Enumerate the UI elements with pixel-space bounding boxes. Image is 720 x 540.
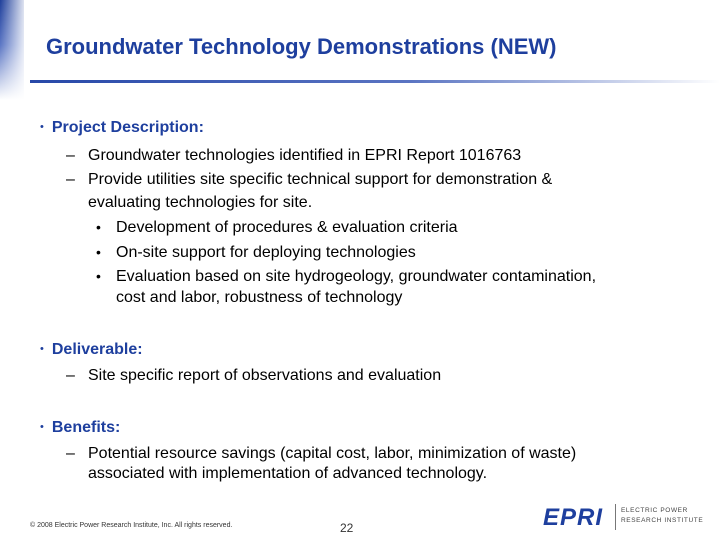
epri-logo [543,502,703,532]
list-item-text: Site specific report of observations and evaluation [88,367,442,384]
sub-list-item [96,242,416,263]
logo-tagline-line: RESEARCH INSTITUTE [621,517,704,524]
list-item-text: Provide utilities site specific technical support for demonstration & [88,171,553,188]
bullet-icon: • [40,421,44,433]
sub-list-item-text: Development of procedures & evaluation criteria [116,219,458,236]
sub-list-item-text: On-site support for deploying technologies [116,244,416,261]
section-heading: Benefits: [51,419,121,436]
footer-copyright: © 2008 Electric Power Research Institute, Inc. All rights reserved. [30,522,233,529]
list-item-text: Groundwater technologies identified in EPRI Report 1016763 [88,147,522,164]
logo-divider [615,504,616,530]
sub-list-item [96,266,596,287]
list-item [66,170,552,190]
dash-icon: – [66,171,75,188]
bullet-icon: • [40,121,44,133]
dash-icon: – [66,445,75,462]
bullet-icon: • [96,244,101,260]
section-heading: Deliverable: [51,341,143,358]
page-number: 22 [340,521,354,535]
dash-icon: – [66,147,75,164]
list-item-continuation: associated with implementation of advanced technology. [88,465,488,482]
section-deliverable [40,340,143,361]
sub-list-item-continuation: cost and labor, robustness of technology [116,289,403,306]
section-benefits [40,418,120,439]
list-item-text: Potential resource savings (capital cost, labor, minimization of waste) [88,445,577,462]
section-heading: Project Description: [51,119,204,136]
bullet-icon: • [96,268,101,284]
bullet-icon: • [96,219,101,235]
dash-icon: – [66,367,75,384]
list-item [66,146,521,166]
slide-title: Groundwater Technology Demonstrations (NEW) [46,34,557,59]
sub-list-item [96,217,458,238]
list-item-continuation: evaluating technologies for site. [88,194,313,211]
section-project-description [40,118,204,139]
list-item [66,366,441,386]
logo-tagline-line: ELECTRIC POWER [621,507,688,514]
list-item [66,444,576,464]
logo-wordmark: EPRI [543,504,604,531]
sub-list-item-text: Evaluation based on site hydrogeology, groundwater contamination, [116,268,597,285]
bullet-icon: • [40,343,44,355]
